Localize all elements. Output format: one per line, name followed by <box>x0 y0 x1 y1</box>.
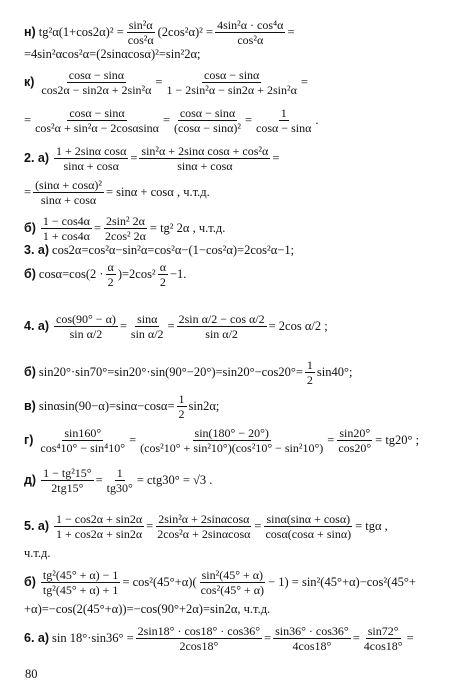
expression-text: = tg20° ; <box>375 432 420 447</box>
denominator: 1 − 2sin²α − sin2α + 2sin²α <box>166 82 297 97</box>
expression-text: sin20°·sin70°=sin20°·sin(90°−20°)=sin20°−cos20°= <box>38 364 303 379</box>
fraction <box>273 624 351 653</box>
expression-text: +α)=−cos(2(45°+α))=−cos(90°+2α)=sin2α, ч.т.д. <box>24 601 271 616</box>
expression-text: = <box>264 630 272 645</box>
fraction <box>164 68 298 97</box>
solution-line-three-a <box>0 240 455 260</box>
numerator: 2sin²α + 2sinαcosα <box>158 511 250 526</box>
numerator: α <box>159 259 166 274</box>
fraction <box>215 18 285 47</box>
fraction <box>138 426 325 455</box>
formula-line <box>24 622 414 654</box>
formula-line <box>24 142 279 174</box>
formula-line <box>24 390 219 422</box>
problem-label: н) <box>24 24 36 39</box>
problem-label: в) <box>24 398 36 413</box>
formula-line <box>24 104 318 136</box>
denominator: 2cos18° <box>179 638 219 653</box>
expression-text: = <box>24 112 32 127</box>
numerator: 1 − cos2α + sin2α <box>56 511 143 526</box>
denominator: sin α/2 <box>205 326 238 341</box>
denominator: 2 <box>107 274 114 289</box>
denominator: 2cos² 2α <box>105 228 146 243</box>
solution-line-four-g <box>0 424 455 456</box>
expression-text: = ctg30° = √3 . <box>136 472 213 487</box>
numerator: 1 − cos4α <box>42 213 90 228</box>
formula-line <box>24 424 419 456</box>
denominator: cos20° <box>338 440 372 455</box>
expression-text: = <box>272 150 280 165</box>
numerator: 1 + 2sinα cosα <box>56 143 127 158</box>
expression-text: = <box>244 112 253 127</box>
solution-line-three-b <box>0 258 455 290</box>
formula-line <box>24 544 51 562</box>
denominator: sinα + cosα <box>63 158 119 173</box>
fraction <box>41 568 121 597</box>
numerator: 1 <box>306 357 313 372</box>
denominator: cos²α <box>127 32 154 47</box>
numerator: 4sin²α · cos⁴α <box>217 17 284 32</box>
denominator: 2cos²α + 2sinαcosα <box>157 526 251 541</box>
expression-text: sinαsin(90−α)=sinα−cosα= <box>38 398 175 413</box>
denominator: (cos²10° + sin²10°)(cos²10° − sin²10°) <box>140 440 324 455</box>
numerator: cos(90° − α) <box>56 311 116 326</box>
denominator: 2 <box>306 372 313 387</box>
denominator: 2tg15° <box>51 480 84 495</box>
denominator: cos2α − sin2α + 2sin²α <box>41 82 152 97</box>
expression-text: = <box>327 432 335 447</box>
expression-text: = <box>300 74 308 89</box>
fraction <box>41 214 92 243</box>
solution-line-five-b-line2 <box>0 600 455 618</box>
expression-text: −1. <box>169 266 187 281</box>
solution-line-four-d <box>0 464 455 496</box>
fraction <box>39 68 153 97</box>
expression-text: sin2α; <box>188 398 220 413</box>
problem-label: б) <box>24 266 36 281</box>
fraction <box>155 512 252 541</box>
denominator: cosα − sinα <box>256 120 312 135</box>
fraction <box>263 512 353 541</box>
numerator: 2sin α/2 − cos α/2 <box>178 311 265 326</box>
expression-text: . <box>315 112 319 127</box>
formula-line <box>24 258 186 290</box>
fraction <box>177 392 187 421</box>
numerator: 2sin² 2α <box>106 213 145 228</box>
fraction <box>33 106 161 135</box>
formula-line <box>24 566 416 598</box>
solution-line-four-v <box>0 390 455 422</box>
expression-text: sin 18°·sin36° = <box>52 630 134 645</box>
numerator: tg²(45° + α) − 1 <box>42 567 119 582</box>
formula-line <box>24 510 388 542</box>
numerator: 1 <box>178 391 185 406</box>
expression-text: = <box>129 432 137 447</box>
expression-text: = <box>130 150 138 165</box>
denominator: 1 + cos4α <box>42 228 90 243</box>
fraction <box>305 358 315 387</box>
numerator: cosα − sinα <box>68 67 125 82</box>
expression-text: = <box>93 220 102 235</box>
fraction <box>362 624 405 653</box>
numerator: (sinα + cosα)² <box>35 177 102 192</box>
denominator: sinα + cosα <box>40 192 97 207</box>
expression-text: = <box>352 630 360 645</box>
expression-text: = <box>24 184 32 199</box>
expression-text: (2cos²α)² = <box>157 24 214 39</box>
formula-line <box>24 66 308 98</box>
problem-label: 2. а) <box>24 150 50 165</box>
fraction <box>41 466 94 495</box>
expression-text: = <box>287 24 295 39</box>
fraction <box>136 624 262 653</box>
fraction <box>103 214 148 243</box>
numerator: cosα − sinα <box>204 67 260 82</box>
fraction <box>139 144 270 173</box>
solution-line-six-a <box>0 622 455 654</box>
expression-text: =4sin²αcos²α=(2sinαcosα)²=sin²2α; <box>24 46 201 61</box>
solution-line-two-a-line2 <box>0 176 455 208</box>
solution-line-n-line2 <box>0 44 455 64</box>
numerator: 1 <box>116 465 123 480</box>
problem-label: 4. а) <box>24 318 50 333</box>
problem-label: д) <box>24 472 37 487</box>
problem-label: 6. а) <box>24 630 50 645</box>
formula-line <box>24 44 201 64</box>
fraction <box>254 106 313 135</box>
numerator: sinα(sinα + cosα) <box>266 511 351 526</box>
fraction <box>158 260 168 289</box>
expression-text: = <box>167 318 175 333</box>
formula-line <box>24 600 270 618</box>
fraction <box>105 466 135 495</box>
solution-line-four-a <box>0 310 455 342</box>
expression-text: = <box>95 472 103 487</box>
numerator: sinα <box>137 311 158 326</box>
denominator: cosα(cosα + sinα) <box>265 526 352 541</box>
expression-text: ч.т.д. <box>24 545 51 560</box>
denominator: (cosα − sinα)² <box>174 120 241 135</box>
expression-text: = cos²(45°+α)( <box>122 574 197 589</box>
numerator: sin²α <box>128 17 153 32</box>
solution-line-k-line1 <box>0 66 455 98</box>
fraction <box>336 426 373 455</box>
numerator: 1 <box>280 105 287 120</box>
numerator: cosα − sinα <box>179 105 236 120</box>
denominator: 4cos18° <box>292 638 332 653</box>
expression-text: = <box>162 112 171 127</box>
expression-text: sin40°; <box>316 364 353 379</box>
expression-text: = <box>406 630 414 645</box>
expression-text: = <box>146 518 154 533</box>
denominator: tg²(45° + α) + 1 <box>42 582 119 597</box>
formula-line <box>24 240 294 260</box>
denominator: 2 <box>159 274 166 289</box>
numerator: sin²α + 2sinα cosα + cos²α <box>141 143 269 158</box>
denominator: cos⁴10° − sin⁴10° <box>40 440 126 455</box>
solution-line-five-a <box>0 510 455 542</box>
fraction <box>172 106 243 135</box>
expression-text: )=2cos² <box>117 266 156 281</box>
problem-label: б) <box>24 364 36 379</box>
fraction <box>38 426 127 455</box>
expression-text: cosα=cos(2 · <box>38 266 104 281</box>
denominator: 1 + cos2α + sin2α <box>56 526 143 541</box>
denominator: 2 <box>178 406 185 421</box>
expression-text: tg²α(1+cos2α)² = <box>38 24 124 39</box>
fraction <box>199 568 266 597</box>
problem-label: к) <box>24 74 35 89</box>
numerator: sin160° <box>64 425 102 440</box>
numerator: sin72° <box>367 623 399 638</box>
expression-text: cos2α=cos²α−sin²α=cos²α−(1−cos²α)=2cos²α−1; <box>52 242 295 257</box>
formula-line <box>24 176 210 208</box>
denominator: sin α/2 <box>69 326 103 341</box>
denominator: cos²α <box>237 32 264 47</box>
expression-text: − 1) = sin²(45°+α)−cos²(45°+ <box>268 574 416 589</box>
solution-line-two-a-line1 <box>0 142 455 174</box>
expression-text: = <box>254 518 262 533</box>
denominator: sin α/2 <box>130 326 164 341</box>
problem-label: 5. а) <box>24 518 50 533</box>
problem-label: б) <box>24 220 36 235</box>
numerator: sin²(45° + α) <box>201 567 264 582</box>
fraction <box>54 312 118 341</box>
formula-line <box>24 464 212 496</box>
fraction <box>129 312 166 341</box>
expression-text: = <box>155 74 163 89</box>
expression-text: = <box>119 318 127 333</box>
formula-line <box>24 356 352 388</box>
formula-line <box>24 310 328 342</box>
solution-line-five-b-line1 <box>0 566 455 598</box>
fraction <box>177 312 267 341</box>
numerator: α <box>107 259 114 274</box>
fraction <box>54 512 144 541</box>
denominator: sinα + cosα <box>177 158 233 173</box>
solution-line-four-b <box>0 356 455 388</box>
fraction <box>54 144 128 173</box>
numerator: 2sin18° · cos18° · cos36° <box>137 623 261 638</box>
numerator: sin(180° − 20°) <box>194 425 269 440</box>
numerator: cosα − sinα <box>69 105 125 120</box>
solution-line-five-a-end <box>0 544 455 562</box>
denominator: 4cos18° <box>363 638 403 653</box>
denominator: tg30° <box>106 480 133 495</box>
fraction <box>33 178 104 207</box>
problem-label: 3. а) <box>24 242 50 257</box>
denominator: cos²(45° + α) <box>200 582 265 597</box>
numerator: sin20° <box>339 425 371 440</box>
solution-line-k-line2 <box>0 104 455 136</box>
fraction <box>126 18 156 47</box>
fraction <box>106 260 116 289</box>
denominator: cos²α + sin²α − 2cosαsinα <box>35 120 159 135</box>
expression-text: = 2cos α/2 ; <box>268 318 328 333</box>
expression-text: = tgα , <box>355 518 388 533</box>
page-number: 80 <box>25 667 38 681</box>
numerator: 1 − tg²15° <box>43 465 92 480</box>
problem-label: г) <box>24 432 34 447</box>
numerator: sin36° · cos36° <box>275 623 349 638</box>
problem-label: б) <box>24 574 36 589</box>
expression-text: = tg² 2α , ч.т.д. <box>149 220 226 235</box>
expression-text: = sinα + cosα , ч.т.д. <box>106 184 210 199</box>
